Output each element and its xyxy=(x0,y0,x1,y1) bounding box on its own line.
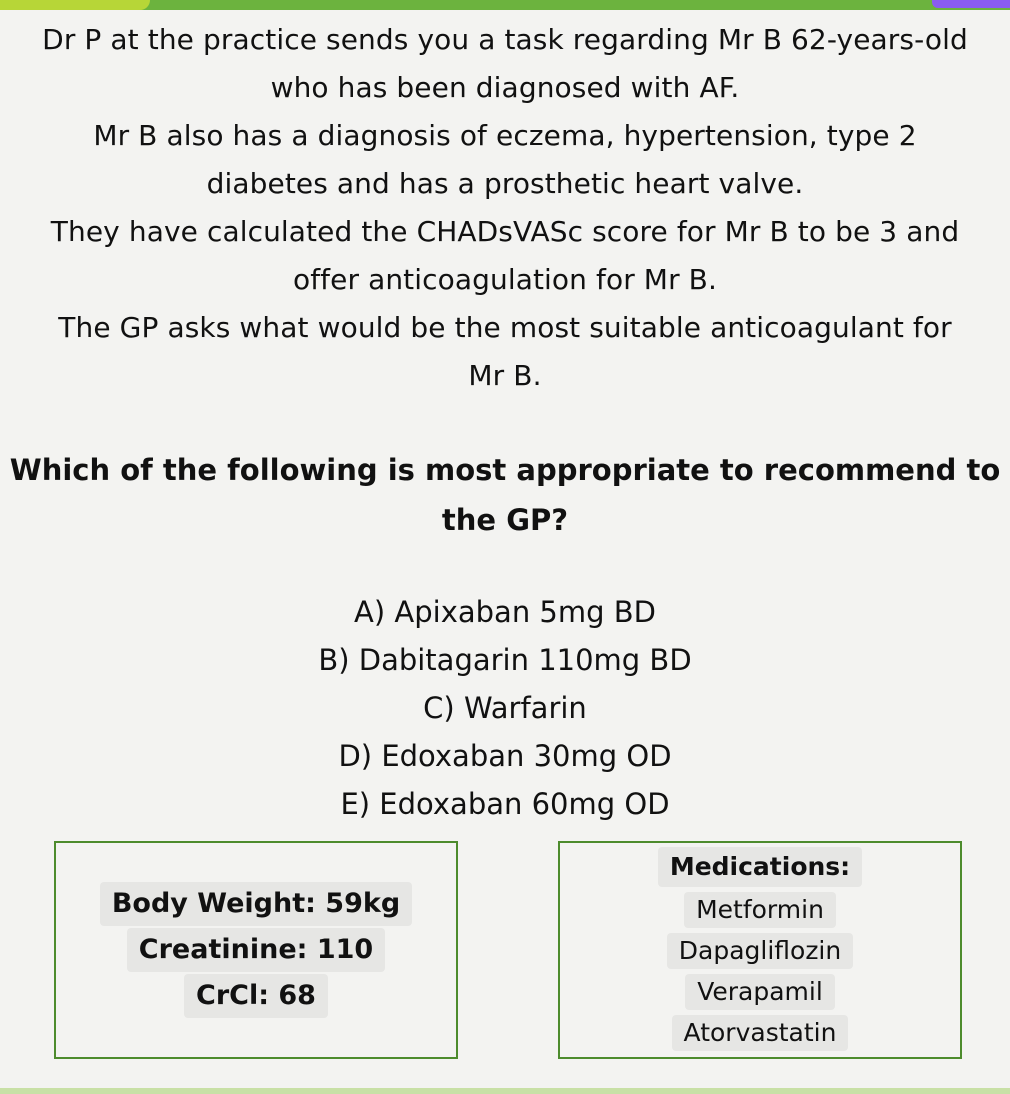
scenario-line: They have calculated the CHADsVASc score for Mr B to be 3 and xyxy=(50,215,960,248)
option-d[interactable]: D) Edoxaban 30mg OD xyxy=(338,739,672,773)
top-right-accent xyxy=(932,0,1010,8)
scenario-line: The GP asks what would be the most suitable anticoagulant for xyxy=(58,311,952,344)
medication-item: Dapagliflozin xyxy=(667,933,853,969)
question-prompt xyxy=(0,445,1010,545)
patient-stats-box xyxy=(54,841,458,1059)
scenario-line: Dr P at the practice sends you a task regarding Mr B 62-years-old xyxy=(42,23,968,56)
patient-stats xyxy=(56,881,456,1019)
body-weight-value: Body Weight: 59kg xyxy=(100,882,412,926)
medications-heading: Medications: xyxy=(658,847,862,887)
question-line: the GP? xyxy=(441,503,569,537)
option-a[interactable]: A) Apixaban 5mg BD xyxy=(354,595,656,629)
medication-item: Metformin xyxy=(684,892,836,928)
scenario-line: offer anticoagulation for Mr B. xyxy=(292,263,717,296)
question-line: Which of the following is most appropriate to recommend to xyxy=(9,453,1001,487)
crcl-value: CrCl: 68 xyxy=(184,974,328,1018)
option-b[interactable]: B) Dabitagarin 110mg BD xyxy=(318,643,692,677)
scenario-line: diabetes and has a prosthetic heart valve. xyxy=(206,167,804,200)
creatinine-value: Creatinine: 110 xyxy=(127,928,385,972)
scenario-line: who has been diagnosed with AF. xyxy=(270,71,740,104)
top-left-accent xyxy=(0,0,150,10)
scenario-line: Mr B also has a diagnosis of eczema, hypertension, type 2 xyxy=(93,119,917,152)
bottom-divider xyxy=(0,1088,1010,1094)
scenario-text xyxy=(0,16,1010,400)
medication-item: Atorvastatin xyxy=(672,1015,849,1051)
medication-item: Verapamil xyxy=(685,974,835,1010)
option-c[interactable]: C) Warfarin xyxy=(423,691,587,725)
medications-box xyxy=(558,841,962,1059)
medications-list xyxy=(560,845,960,1053)
scenario-line: Mr B. xyxy=(468,359,542,392)
answer-options xyxy=(0,588,1010,828)
top-decorative-bar xyxy=(0,0,1010,10)
option-e[interactable]: E) Edoxaban 60mg OD xyxy=(340,787,670,821)
